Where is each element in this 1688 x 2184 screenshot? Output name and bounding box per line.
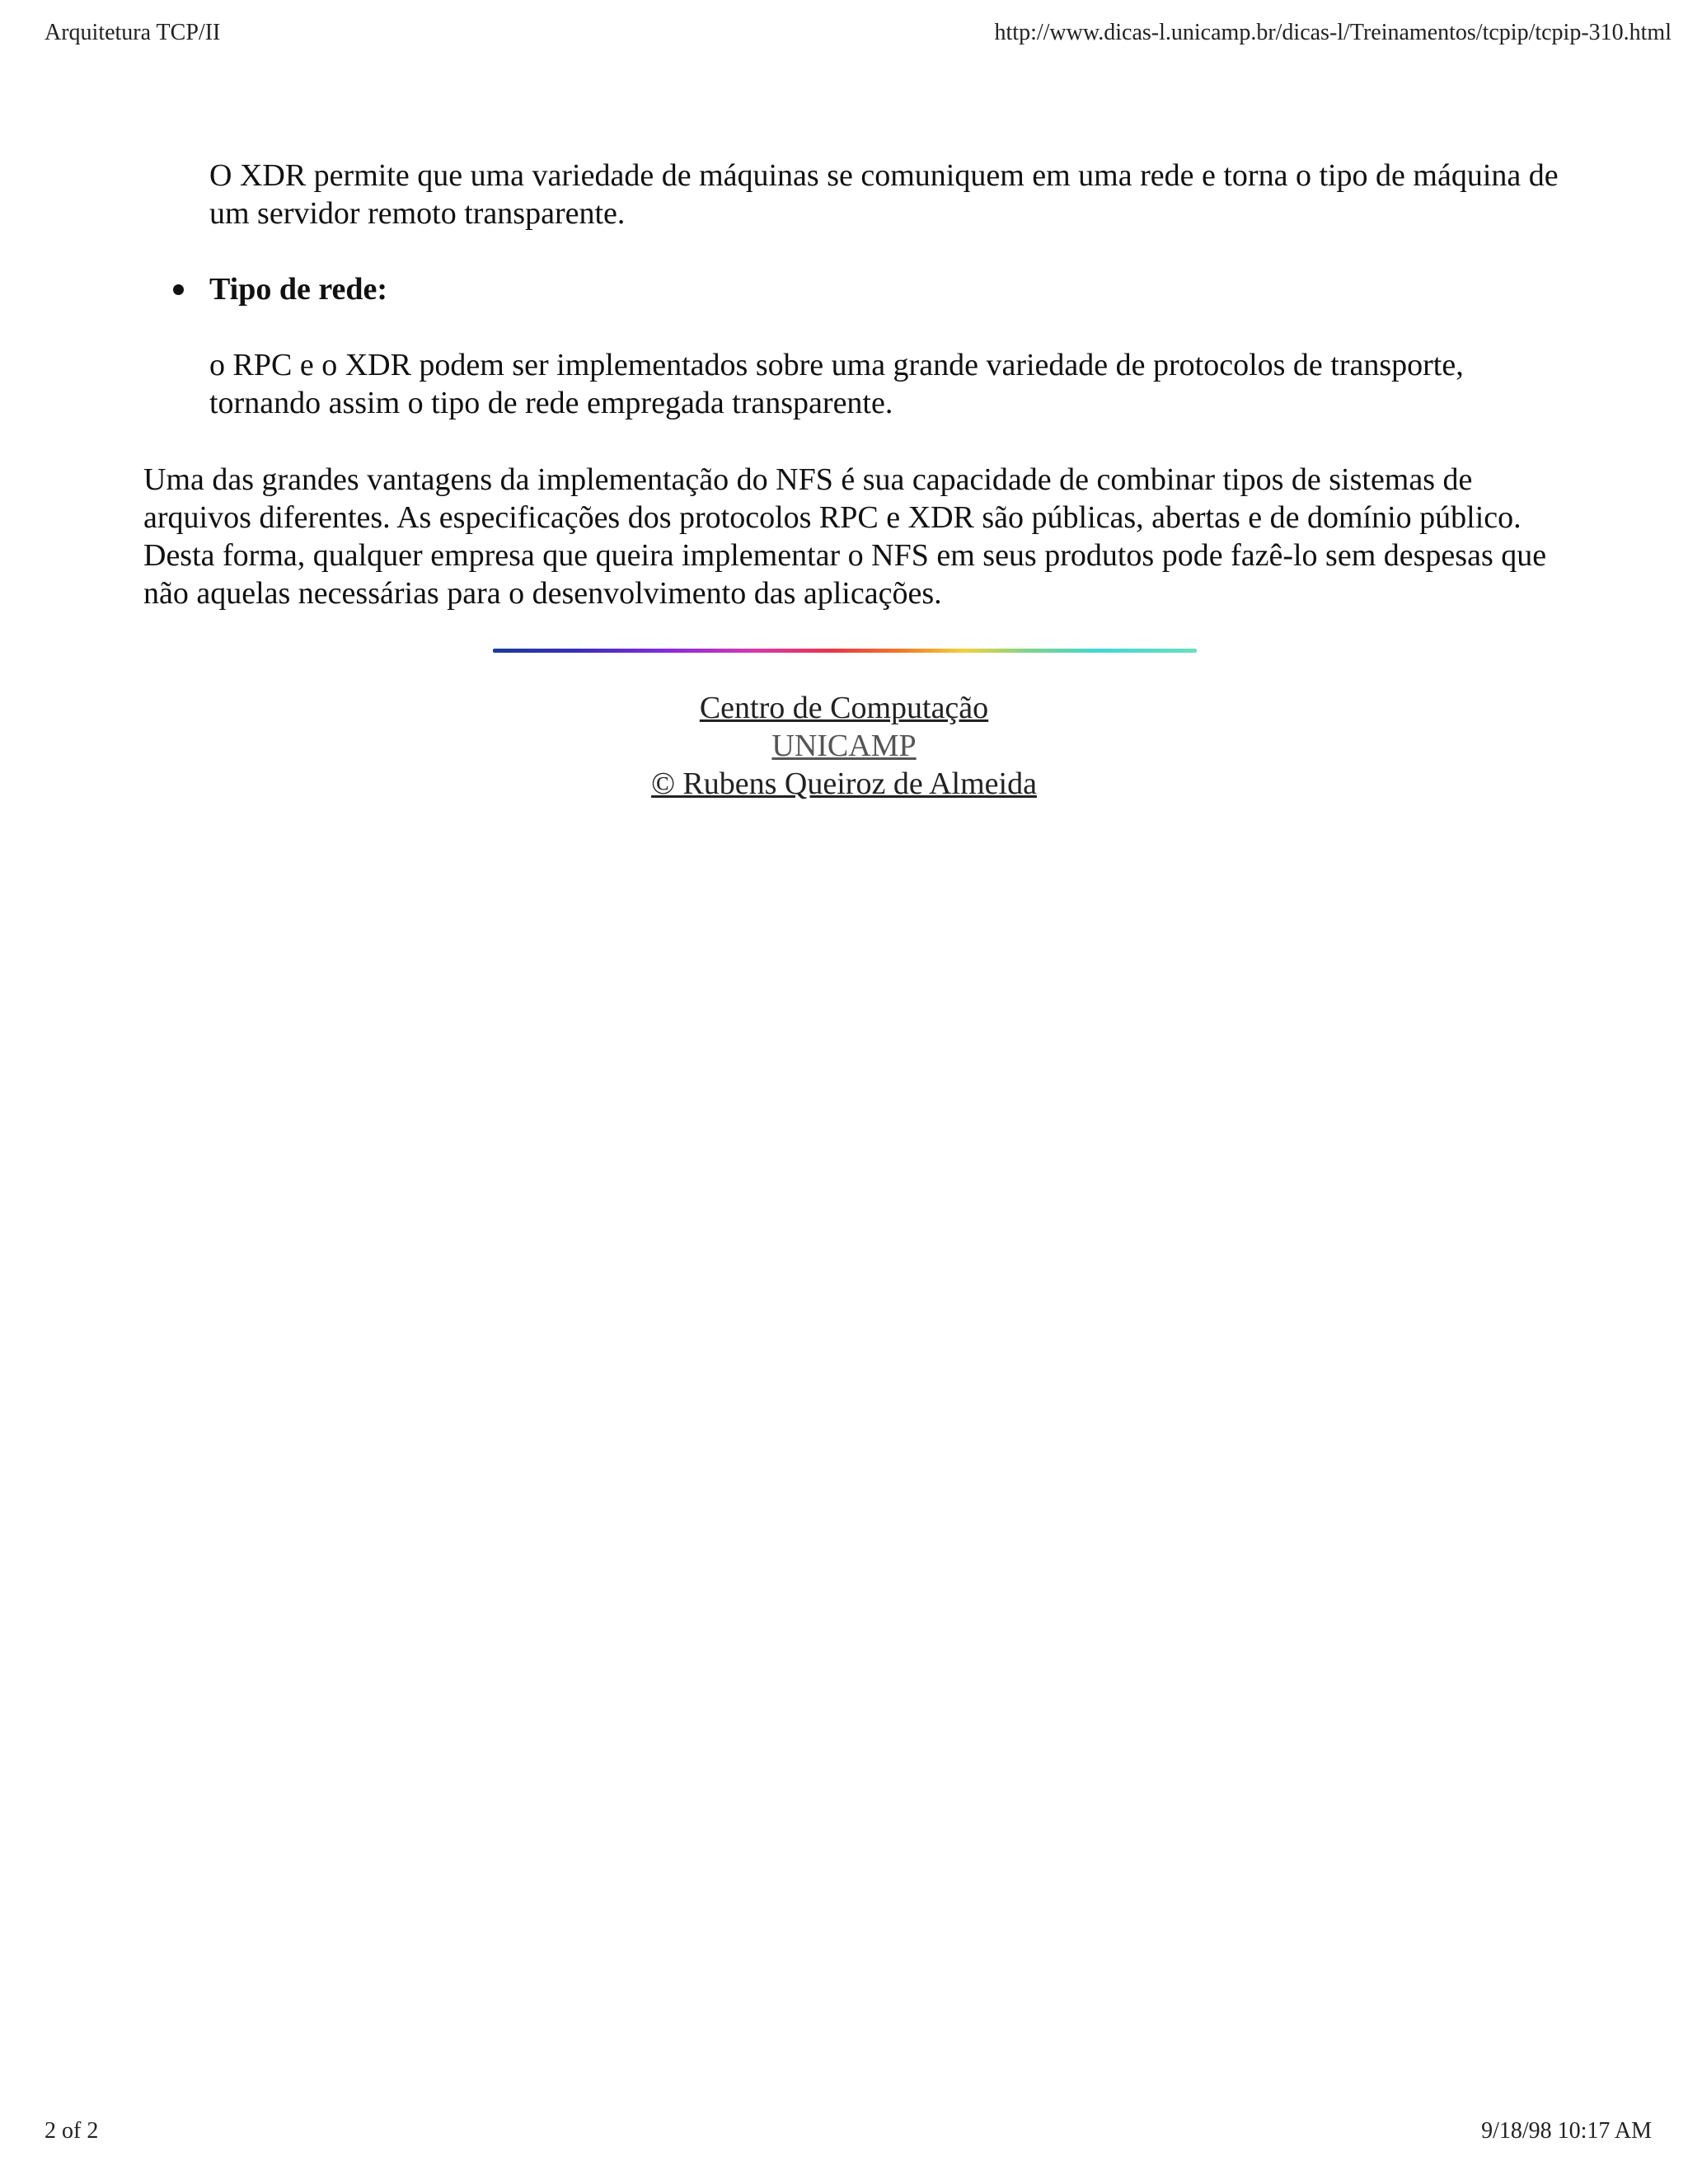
- rainbow-divider: [493, 649, 1197, 653]
- page-url: http://www.dicas-l.unicamp.br/dicas-l/Treinamentos/tcpip/tcpip-310.html: [994, 20, 1672, 45]
- xdr-paragraph: O XDR permite que uma variedade de máquinas se comuniquem em uma rede e torna o tipo de máquina de um servidor remoto transparente.: [209, 158, 1559, 231]
- page-number: 2 of 2: [45, 2118, 99, 2144]
- link-centro-de-computacao[interactable]: Centro de Computação: [699, 691, 989, 725]
- nfs-paragraph: Uma das grandes vantagens da implementação do NFS é sua capacidade de combinar tipos de sistemas de arquivos diferentes. As especificações dos protocolos RPC e XDR são públicas, abertas e de domínio público. Desta forma, qualquer empresa que queira implementar o NFS em seus produtos pode fazê-lo sem despesas que não aquelas necessárias para o desenvolvimento das aplicações.: [143, 462, 1547, 611]
- footer-links: [0, 689, 1688, 803]
- rpc-paragraph: o RPC e o XDR podem ser implementados sobre uma grande variedade de protocolos de transporte, tornando assim o tipo de rede empregada transparente.: [209, 348, 1464, 420]
- bullet-icon: [173, 284, 184, 295]
- bullet-heading-tipo-de-rede: Tipo de rede:: [209, 272, 388, 307]
- page-title: Arquitetura TCP/II: [45, 20, 221, 45]
- print-date: 9/18/98 10:17 AM: [1481, 2118, 1652, 2144]
- link-author[interactable]: © Rubens Queiroz de Almeida: [651, 766, 1037, 801]
- print-footer: [45, 2118, 1652, 2151]
- link-unicamp[interactable]: UNICAMP: [771, 729, 917, 763]
- print-header: [45, 20, 1672, 53]
